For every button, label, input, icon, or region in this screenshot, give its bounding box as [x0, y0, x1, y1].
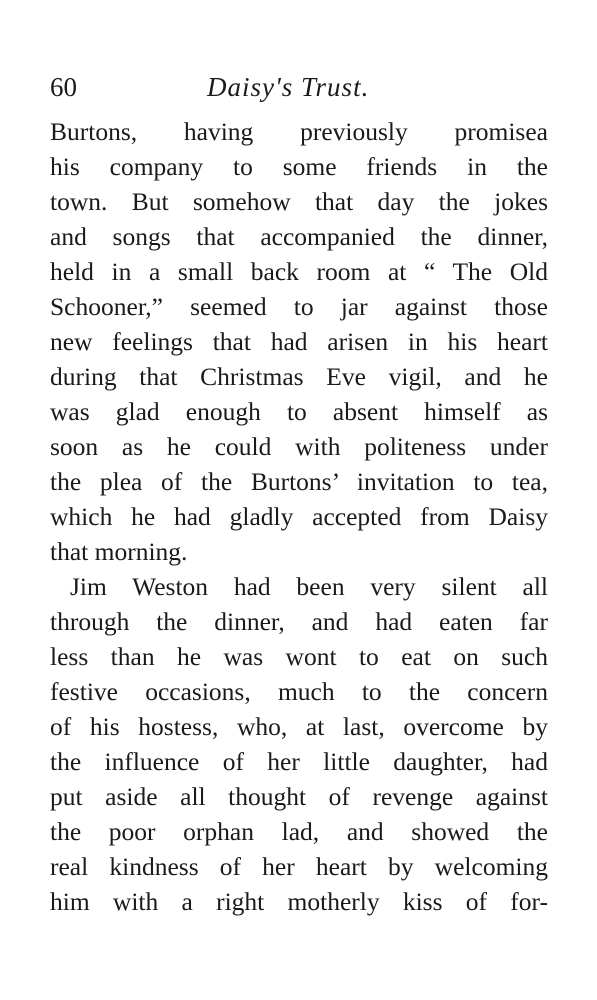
- text-line: town. But somehow that day the jokes: [50, 187, 548, 216]
- text-line: festive occasions, much to the concern: [50, 677, 548, 706]
- text-line: and songs that accompanied the dinner,: [50, 222, 548, 251]
- text-line: less than he was wont to eat on such: [50, 642, 548, 671]
- text-line-paragraph-start: Jim Weston had been very silent all: [70, 572, 548, 601]
- text-line: him with a right motherly kiss of for-: [50, 887, 548, 916]
- text-line: put aside all thought of revenge against: [50, 782, 548, 811]
- text-line: which he had gladly accepted from Daisy: [50, 502, 548, 531]
- text-line: the influence of her little daughter, had: [50, 747, 548, 776]
- text-line: the plea of the Burtons’ invitation to tea,: [50, 467, 548, 496]
- text-line: during that Christmas Eve vigil, and he: [50, 362, 548, 391]
- page-number: 60: [50, 72, 77, 102]
- text-line: Schooner,” seemed to jar against those: [50, 292, 548, 321]
- text-line: new feelings that had arisen in his heart: [50, 327, 548, 356]
- text-line: held in a small back room at “ The Old: [50, 257, 548, 286]
- page-header: [50, 72, 550, 108]
- text-line: soon as he could with politeness under: [50, 432, 548, 461]
- body-text: [50, 114, 548, 919]
- text-line-paragraph-end: that morning.: [50, 537, 188, 566]
- text-line: of his hostess, who, at last, overcome by: [50, 712, 548, 741]
- text-line: his company to some friends in the: [50, 152, 548, 181]
- text-line: real kindness of her heart by welcoming: [50, 852, 548, 881]
- running-title: Daisy's Trust.: [207, 72, 370, 102]
- text-line: was glad enough to absent himself as: [50, 397, 548, 426]
- text-line: the poor orphan lad, and showed the: [50, 817, 548, 846]
- text-line: Burtons, having previously promisea: [50, 117, 548, 146]
- text-line: through the dinner, and had eaten far: [50, 607, 548, 636]
